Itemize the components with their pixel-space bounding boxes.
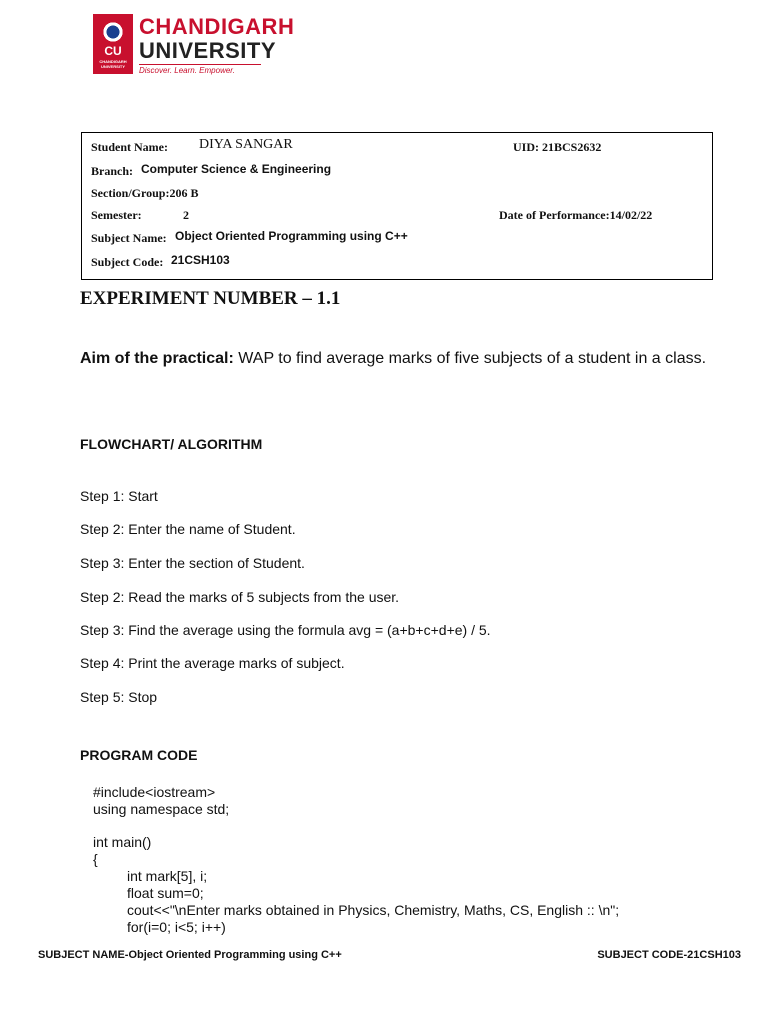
step-item: Step 3: Enter the section of Student. (80, 555, 305, 571)
program-code-heading: PROGRAM CODE (80, 747, 198, 763)
section-group: Section/Group:206 B (91, 186, 199, 200)
branch-label: Branch: (91, 164, 133, 178)
step-item: Step 2: Read the marks of 5 subjects from the user. (80, 589, 400, 605)
logo-name-line1: CHANDIGARH (139, 14, 295, 39)
code-line: cout<<"\nEnter marks obtained in Physics, Chemistry, Maths, CS, English :: \n"; (127, 902, 620, 918)
code-line: for(i=0; i<5; i++) (127, 919, 226, 935)
step-item: Step 2: Enter the name of Student. (80, 521, 296, 537)
emblem-text: CU (104, 44, 122, 58)
semester-label: Semester: (91, 208, 142, 222)
code-line: float sum=0; (127, 885, 204, 901)
student-info-box (81, 132, 713, 280)
footer-subject-code: SUBJECT CODE-21CSH103 (597, 949, 741, 961)
logo-emblem-icon (93, 14, 133, 74)
gear-emblem-icon (98, 17, 128, 47)
uid: UID: 21BCS2632 (513, 140, 602, 154)
step-item: Step 3: Find the average using the formula avg = (a+b+c+d+e) / 5. (80, 622, 491, 638)
code-line: int mark[5], i; (127, 868, 208, 884)
aim-label: Aim of the practical: (80, 350, 234, 367)
code-line: { (93, 851, 98, 867)
logo-divider (139, 64, 261, 65)
step-item: Step 4: Print the average marks of subject. (80, 655, 345, 671)
code-line: int main() (93, 834, 152, 850)
date-of-performance: Date of Performance:14/02/22 (499, 208, 653, 222)
semester-value: 2 (183, 208, 189, 222)
aim-paragraph (80, 348, 720, 369)
footer-subject-name: SUBJECT NAME-Object Oriented Programming using C++ (38, 949, 342, 961)
logo-tagline: Discover. Learn. Empower. (139, 66, 235, 75)
logo-name-line2: UNIVERSITY (139, 38, 277, 63)
student-name-value: DIYA SANGAR (199, 137, 293, 152)
step-item: Step 1: Start (80, 488, 158, 504)
branch-value: Computer Science & Engineering (141, 162, 332, 176)
subject-code-label: Subject Code: (91, 255, 164, 269)
subject-name-label: Subject Name: (91, 231, 167, 245)
algorithm-heading: FLOWCHART/ ALGORITHM (80, 436, 263, 452)
code-line: #include<iostream> (93, 784, 216, 800)
university-logo (93, 14, 295, 76)
experiment-title: EXPERIMENT NUMBER – 1.1 (80, 288, 341, 309)
subject-name-value: Object Oriented Programming using C++ (175, 229, 408, 243)
emblem-small-text: CHANDIGARH UNIVERSITY (99, 59, 127, 69)
code-line: using namespace std; (93, 801, 230, 817)
subject-code-value: 21CSH103 (171, 253, 230, 267)
student-name-label: Student Name: (91, 140, 168, 154)
step-item: Step 5: Stop (80, 689, 158, 705)
aim-text: WAP to find average marks of five subjects of a student in a class. (233, 350, 707, 367)
